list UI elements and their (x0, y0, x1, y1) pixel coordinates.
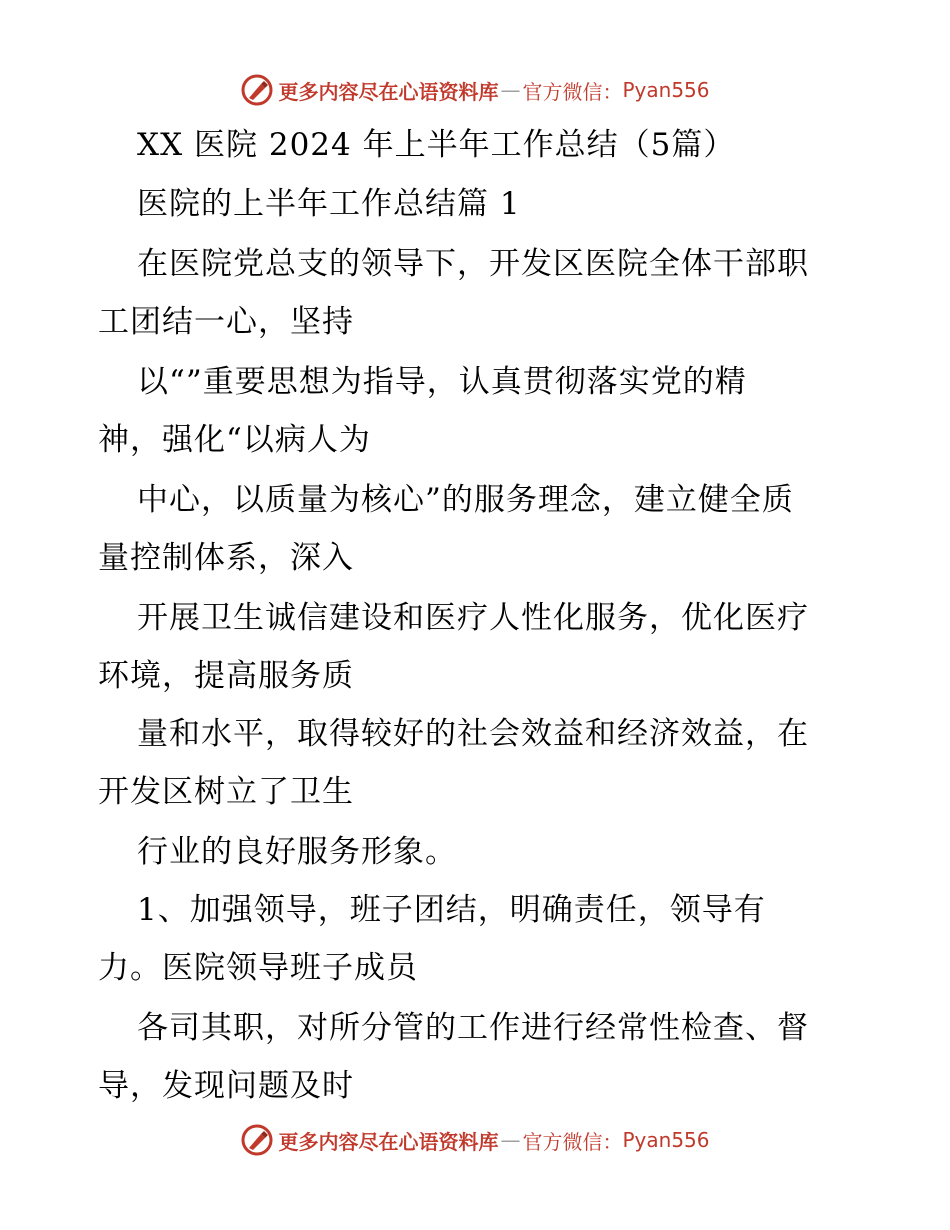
paragraph-line: 量和水平，取得较好的社会效益和经济效益，在 (137, 716, 809, 752)
pen-logo-icon (240, 1123, 274, 1157)
paragraph-line: 工团结一心，坚持 (98, 304, 354, 340)
document-title: XX 医院 2024 年上半年工作总结（5篇） (137, 127, 736, 163)
footer-watermark (0, 1120, 950, 1160)
paragraph-line: 神，强化“以病人为 (98, 422, 371, 458)
paragraph-line: 量控制体系，深入 (98, 540, 354, 576)
list-item-line: 1、加强领导，班子团结，明确责任，领导有 (137, 892, 766, 928)
pen-logo-icon (240, 73, 274, 107)
watermark-contact-label: 官方微信： (522, 1129, 623, 1154)
paragraph-line: 行业的良好服务形象。 (137, 834, 457, 870)
watermark-wechat-id: Pyan556 (622, 78, 710, 102)
paragraph-line: 以“”重要思想为指导，认真贯彻落实党的精 (137, 364, 747, 400)
paragraph-line: 中心，以质量为核心”的服务理念，建立健全质 (137, 482, 794, 518)
watermark-contact-label: 官方微信： (522, 79, 623, 104)
paragraph-line: 环境，提高服务质 (98, 658, 354, 694)
watermark-separator: — (500, 1128, 521, 1152)
watermark-title: 更多内容尽在心语资料库 (278, 1129, 499, 1154)
watermark-wechat-id: Pyan556 (622, 1128, 710, 1152)
paragraph-line: 开发区树立了卫生 (98, 774, 354, 810)
list-item-line: 力。医院领导班子成员 (98, 950, 418, 986)
section-heading: 医院的上半年工作总结篇 1 (137, 186, 521, 222)
paragraph-line: 各司其职，对所分管的工作进行经常性检查、督 (137, 1010, 809, 1046)
header-watermark (0, 70, 950, 110)
paragraph-line: 导，发现问题及时 (98, 1068, 354, 1104)
watermark-title: 更多内容尽在心语资料库 (278, 79, 499, 104)
paragraph-line: 开展卫生诚信建设和医疗人性化服务，优化医疗 (137, 600, 809, 636)
watermark-separator: — (500, 78, 521, 102)
paragraph-line: 在医院党总支的领导下，开发区医院全体干部职 (137, 246, 809, 282)
